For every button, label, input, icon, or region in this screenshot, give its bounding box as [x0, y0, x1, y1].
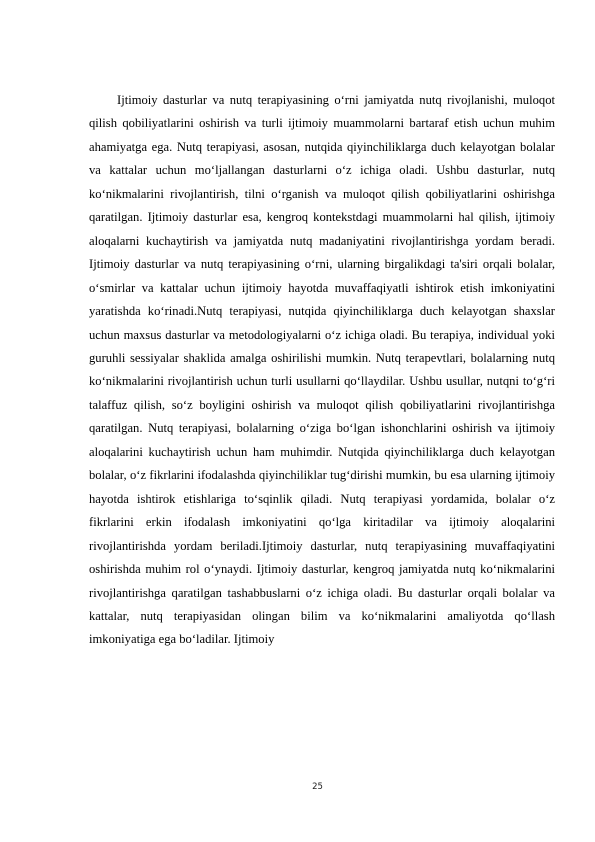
page-number: 25: [312, 782, 323, 792]
body-paragraph: Ijtimoiy dasturlar va nutq terapiyasining o‘rni jamiyatda nutq rivojlanishi, muloqot qilish qobiliyatlarini oshirish va turli ijtimoiy muammolarni bartaraf etish uchun muhim ahamiyatga ega. Nutq terapiyasi, asosan, nutqida qiyinchiliklarga duch kelayotgan bolalar va kattalar uchun mo‘ljallangan dasturlarni o‘z ichiga oladi. Ushbu dasturlar, nutq ko‘nikmalarini rivojlantirish, tilni o‘rganish va muloqot qilish qobiliyatlarini oshirishga qaratilgan. Ijtimoiy dasturlar esa, kengroq kontekstdagi muammolarni hal qilish, ijtimoiy aloqalarni kuchaytirish va jamiyatda nutq madaniyatini rivojlantirishga yordam beradi. Ijtimoiy dasturlar va nutq terapiyasining o‘rni, ularning birgalikdagi ta'siri orqali bolalar, o‘smirlar va kattalar uchun ijtimoiy hayotda muvaffaqiyatli ishtirok etish imkoniyatini yaratishda ko‘rinadi.Nutq terapiyasi, nutqida qiyinchiliklarga duch kelayotgan shaxslar uchun maxsus dasturlar va metodologiyalarni o‘z ichiga oladi. Bu terapiya, individual yoki guruhli sessiyalar shaklida amalga oshirilishi mumkin. Nutq terapevtlari, bolalarning nutq ko‘nikmalarini rivojlantirish uchun turli usullarni qo‘llaydilar. Ushbu usullar, nutqni to‘g‘ri talaffuz qilish, so‘z boyligini oshirish va muloqot qilish qobiliyatlarini rivojlantirishga qaratilgan. Nutq terapiyasi, bolalarning o‘ziga bo‘lgan ishonchlarini oshirish va ijtimoiy aloqalarini kuchaytirish uchun ham muhimdir. Nutqida qiyinchiliklarga duch kelayotgan bolalar, o‘z fikrlarini ifodalashda qiyinchiliklar tug‘dirishi mumkin, bu esa ularning ijtimoiy hayotda ishtirok etishlariga to‘sqinlik qiladi. Nutq terapiyasi yordamida, bolalar o‘z fikrlarini erkin ifodalash imkoniyatini qo‘lga kiritadilar va ijtimoiy aloqalarini rivojlantirishda yordam beriladi.Ijtimoiy dasturlar, nutq terapiyasining muvaffaqiyatini oshirishda muhim rol o‘ynaydi. Ijtimoiy dasturlar, kengroq jamiyatda nutq ko‘nikmalarini rivojlantirishga qaratilgan tashabbuslarni o‘z ichiga oladi. Bu dasturlar orqali bolalar va kattalar, nutq terapiyasidan olingan bilim va ko‘nikmalarini amaliyotda qo‘llash imkoniyatiga ega bo‘ladilar. Ijtimoiy: [89, 93, 555, 647]
